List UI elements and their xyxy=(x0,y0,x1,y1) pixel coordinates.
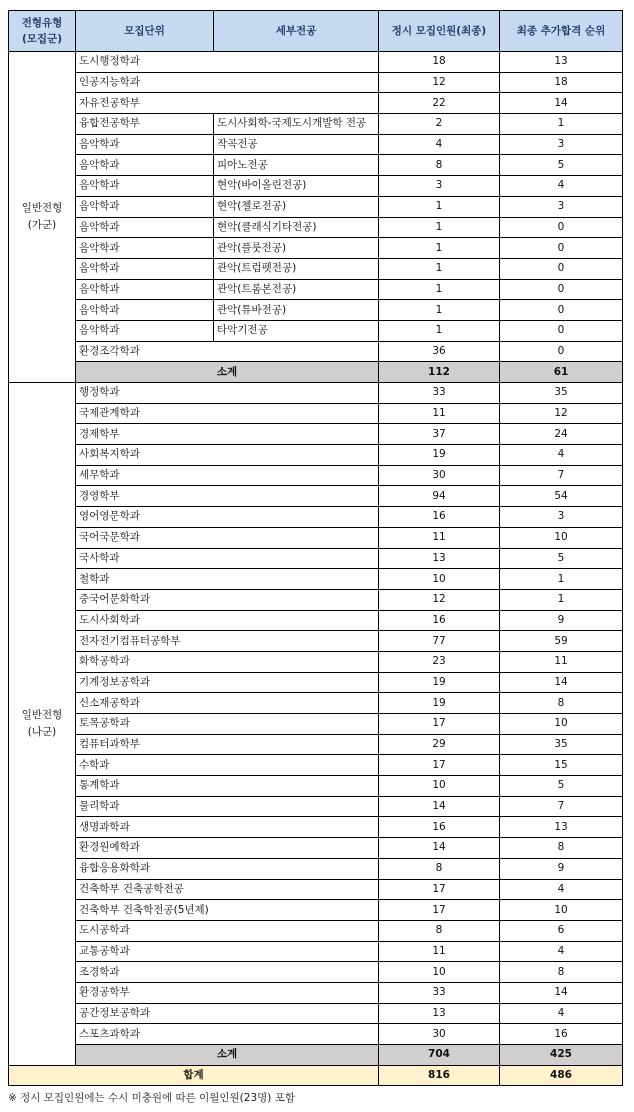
admission-type-cell xyxy=(9,383,76,1066)
recruitment-unit-cell: 인공지능학과 xyxy=(76,72,379,93)
table-row xyxy=(9,279,623,300)
final-rank-cell: 6 xyxy=(500,920,623,941)
final-rank-cell: 24 xyxy=(500,424,623,445)
regular-quota-cell: 1 xyxy=(379,320,500,341)
recruitment-unit-cell: 환경조각학과 xyxy=(76,341,379,362)
recruitment-unit-cell: 도시사회학과 xyxy=(76,610,379,631)
final-rank-cell: 4 xyxy=(500,1003,623,1024)
regular-quota-cell: 22 xyxy=(379,93,500,114)
table-row xyxy=(9,672,623,693)
table-row xyxy=(9,465,623,486)
final-rank-cell: 4 xyxy=(500,941,623,962)
recruitment-unit-cell: 영어영문학과 xyxy=(76,507,379,528)
final-rank-cell: 0 xyxy=(500,258,623,279)
table-row xyxy=(9,982,623,1003)
final-rank-cell: 4 xyxy=(500,176,623,197)
table-row xyxy=(9,693,623,714)
table-row xyxy=(9,838,623,859)
regular-quota-cell: 33 xyxy=(379,982,500,1003)
recruitment-unit-cell: 국제관계학과 xyxy=(76,403,379,424)
table-row xyxy=(9,258,623,279)
header-regular-quota: 정시 모집인원(최종) xyxy=(379,11,500,52)
final-rank-cell: 3 xyxy=(500,507,623,528)
table-row xyxy=(9,196,623,217)
table-row xyxy=(9,589,623,610)
table-row xyxy=(9,424,623,445)
detailed-major-cell: 관악(트롬본전공) xyxy=(214,279,379,300)
regular-quota-cell: 94 xyxy=(379,486,500,507)
regular-quota-cell: 8 xyxy=(379,155,500,176)
recruitment-unit-cell: 건축학부 건축학전공(5년제) xyxy=(76,900,379,921)
regular-quota-cell: 14 xyxy=(379,838,500,859)
final-rank-cell: 12 xyxy=(500,403,623,424)
subtotal-rank: 61 xyxy=(500,362,623,383)
final-rank-cell: 35 xyxy=(500,383,623,404)
regular-quota-cell: 1 xyxy=(379,279,500,300)
table-row xyxy=(9,858,623,879)
final-rank-cell: 13 xyxy=(500,817,623,838)
table-row xyxy=(9,817,623,838)
final-rank-cell: 15 xyxy=(500,755,623,776)
final-rank-cell: 8 xyxy=(500,693,623,714)
final-rank-cell: 5 xyxy=(500,155,623,176)
recruitment-unit-cell: 도시행정학과 xyxy=(76,52,379,73)
grand-total-label: 합계 xyxy=(9,1065,379,1086)
final-rank-cell: 54 xyxy=(500,486,623,507)
detailed-major-cell: 현악(클래식기타전공) xyxy=(214,217,379,238)
regular-quota-cell: 11 xyxy=(379,403,500,424)
regular-quota-cell: 8 xyxy=(379,858,500,879)
final-rank-cell: 18 xyxy=(500,72,623,93)
regular-quota-cell: 8 xyxy=(379,920,500,941)
header-recruitment-unit: 모집단위 xyxy=(76,11,214,52)
regular-quota-cell: 17 xyxy=(379,714,500,735)
regular-quota-cell: 12 xyxy=(379,589,500,610)
detailed-major-cell: 피아노전공 xyxy=(214,155,379,176)
admission-group-label: (가군) xyxy=(27,219,57,231)
table-row xyxy=(9,320,623,341)
regular-quota-cell: 19 xyxy=(379,672,500,693)
subtotal-label: 소계 xyxy=(76,1045,379,1066)
regular-quota-cell: 30 xyxy=(379,465,500,486)
table-row xyxy=(9,900,623,921)
table-row xyxy=(9,72,623,93)
regular-quota-cell: 13 xyxy=(379,1003,500,1024)
table-header-row xyxy=(9,11,623,52)
table-row xyxy=(9,403,623,424)
regular-quota-cell: 1 xyxy=(379,196,500,217)
regular-quota-cell: 16 xyxy=(379,817,500,838)
final-rank-cell: 3 xyxy=(500,134,623,155)
final-rank-cell: 11 xyxy=(500,651,623,672)
recruitment-unit-cell: 음악학과 xyxy=(76,279,214,300)
recruitment-unit-cell: 건축학부 건축공학전공 xyxy=(76,879,379,900)
final-rank-cell: 14 xyxy=(500,982,623,1003)
final-rank-cell: 5 xyxy=(500,548,623,569)
table-row xyxy=(9,879,623,900)
final-rank-cell: 5 xyxy=(500,776,623,797)
recruitment-unit-cell: 음악학과 xyxy=(76,258,214,279)
final-rank-cell: 16 xyxy=(500,1024,623,1045)
table-row xyxy=(9,569,623,590)
regular-quota-cell: 10 xyxy=(379,962,500,983)
recruitment-unit-cell: 융합전공학부 xyxy=(76,114,214,135)
final-rank-cell: 9 xyxy=(500,858,623,879)
table-row xyxy=(9,527,623,548)
regular-quota-cell: 3 xyxy=(379,176,500,197)
recruitment-unit-cell: 컴퓨터과학부 xyxy=(76,734,379,755)
regular-quota-cell: 23 xyxy=(379,651,500,672)
header-admission-type-line2: (모집군) xyxy=(21,33,63,45)
final-rank-cell: 8 xyxy=(500,838,623,859)
recruitment-unit-cell: 교통공학과 xyxy=(76,941,379,962)
detailed-major-cell: 현악(바이올린전공) xyxy=(214,176,379,197)
regular-quota-cell: 17 xyxy=(379,900,500,921)
recruitment-unit-cell: 음악학과 xyxy=(76,300,214,321)
table-row xyxy=(9,383,623,404)
final-rank-cell: 14 xyxy=(500,93,623,114)
recruitment-unit-cell: 음악학과 xyxy=(76,176,214,197)
recruitment-unit-cell: 생명과학과 xyxy=(76,817,379,838)
final-rank-cell: 0 xyxy=(500,238,623,259)
detailed-major-cell: 도시사회학-국제도시개발학 전공 xyxy=(214,114,379,135)
final-rank-cell: 10 xyxy=(500,900,623,921)
regular-quota-cell: 4 xyxy=(379,134,500,155)
final-rank-cell: 0 xyxy=(500,279,623,300)
final-rank-cell: 7 xyxy=(500,796,623,817)
table-row xyxy=(9,920,623,941)
admission-type-label: 일반전형 xyxy=(21,202,63,214)
final-rank-cell: 1 xyxy=(500,569,623,590)
table-row xyxy=(9,776,623,797)
final-rank-cell: 59 xyxy=(500,631,623,652)
table-row xyxy=(9,238,623,259)
recruitment-unit-cell: 수학과 xyxy=(76,755,379,776)
recruitment-unit-cell: 융합응용화학과 xyxy=(76,858,379,879)
regular-quota-cell: 11 xyxy=(379,941,500,962)
table-row xyxy=(9,507,623,528)
table-row xyxy=(9,755,623,776)
recruitment-unit-cell: 공간정보공학과 xyxy=(76,1003,379,1024)
final-rank-cell: 0 xyxy=(500,341,623,362)
final-rank-cell: 4 xyxy=(500,445,623,466)
table-row xyxy=(9,631,623,652)
recruitment-unit-cell: 철학과 xyxy=(76,569,379,590)
detailed-major-cell: 타악기전공 xyxy=(214,320,379,341)
regular-quota-cell: 1 xyxy=(379,258,500,279)
regular-quota-cell: 1 xyxy=(379,300,500,321)
recruitment-unit-cell: 전자전기컴퓨터공학부 xyxy=(76,631,379,652)
recruitment-unit-cell: 도시공학과 xyxy=(76,920,379,941)
recruitment-unit-cell: 음악학과 xyxy=(76,217,214,238)
recruitment-unit-cell: 음악학과 xyxy=(76,238,214,259)
footnote: ※ 정시 모집인원에는 수시 미충원에 따른 이월인원(23명) 포함 xyxy=(8,1092,296,1104)
subtotal-quota: 112 xyxy=(379,362,500,383)
recruitment-unit-cell: 경영학부 xyxy=(76,486,379,507)
recruitment-unit-cell: 물리학과 xyxy=(76,796,379,817)
regular-quota-cell: 2 xyxy=(379,114,500,135)
regular-quota-cell: 1 xyxy=(379,238,500,259)
recruitment-unit-cell: 세무학과 xyxy=(76,465,379,486)
table-row xyxy=(9,300,623,321)
table-row xyxy=(9,714,623,735)
regular-quota-cell: 30 xyxy=(379,1024,500,1045)
recruitment-unit-cell: 국사학과 xyxy=(76,548,379,569)
table-row xyxy=(9,651,623,672)
recruitment-unit-cell: 음악학과 xyxy=(76,134,214,155)
detailed-major-cell: 현악(첼로전공) xyxy=(214,196,379,217)
final-rank-cell: 35 xyxy=(500,734,623,755)
regular-quota-cell: 29 xyxy=(379,734,500,755)
admission-results-table xyxy=(8,10,623,1086)
recruitment-unit-cell: 통계학과 xyxy=(76,776,379,797)
regular-quota-cell: 19 xyxy=(379,445,500,466)
table-row xyxy=(9,548,623,569)
table-row xyxy=(9,1024,623,1045)
regular-quota-cell: 37 xyxy=(379,424,500,445)
final-rank-cell: 7 xyxy=(500,465,623,486)
table-body xyxy=(9,52,623,1086)
final-rank-cell: 4 xyxy=(500,879,623,900)
regular-quota-cell: 12 xyxy=(379,72,500,93)
recruitment-unit-cell: 자유전공학부 xyxy=(76,93,379,114)
recruitment-unit-cell: 기계정보공학과 xyxy=(76,672,379,693)
final-rank-cell: 1 xyxy=(500,114,623,135)
final-rank-cell: 13 xyxy=(500,52,623,73)
table-row xyxy=(9,114,623,135)
grand-total-row xyxy=(9,1065,623,1086)
admission-type-label: 일반전형 xyxy=(21,708,63,721)
recruitment-unit-cell: 경제학부 xyxy=(76,424,379,445)
recruitment-unit-cell: 중국어문화학과 xyxy=(76,589,379,610)
final-rank-cell: 10 xyxy=(500,714,623,735)
recruitment-unit-cell: 화학공학과 xyxy=(76,651,379,672)
recruitment-unit-cell: 사회복지학과 xyxy=(76,445,379,466)
recruitment-unit-cell: 환경공학부 xyxy=(76,982,379,1003)
regular-quota-cell: 77 xyxy=(379,631,500,652)
detailed-major-cell: 관악(튜바전공) xyxy=(214,300,379,321)
detailed-major-cell: 작곡전공 xyxy=(214,134,379,155)
subtotal-rank: 425 xyxy=(500,1045,623,1066)
table-row xyxy=(9,610,623,631)
regular-quota-cell: 17 xyxy=(379,879,500,900)
final-rank-cell: 3 xyxy=(500,196,623,217)
table-row xyxy=(9,962,623,983)
admission-group-label: (나군) xyxy=(27,725,57,738)
table-row xyxy=(9,93,623,114)
subtotal-row xyxy=(9,362,623,383)
header-admission-type-line1: 전형유형 xyxy=(21,17,63,29)
final-rank-cell: 0 xyxy=(500,320,623,341)
recruitment-unit-cell: 국어국문학과 xyxy=(76,527,379,548)
table-row xyxy=(9,155,623,176)
regular-quota-cell: 13 xyxy=(379,548,500,569)
final-rank-cell: 1 xyxy=(500,589,623,610)
recruitment-unit-cell: 토목공학과 xyxy=(76,714,379,735)
regular-quota-cell: 11 xyxy=(379,527,500,548)
regular-quota-cell: 10 xyxy=(379,569,500,590)
header-admission-type xyxy=(9,11,76,52)
regular-quota-cell: 36 xyxy=(379,341,500,362)
recruitment-unit-cell: 신소재공학과 xyxy=(76,693,379,714)
table-row xyxy=(9,1003,623,1024)
table-row xyxy=(9,486,623,507)
grand-total-rank: 486 xyxy=(500,1065,623,1086)
recruitment-unit-cell: 음악학과 xyxy=(76,196,214,217)
final-rank-cell: 9 xyxy=(500,610,623,631)
table-row xyxy=(9,52,623,73)
recruitment-unit-cell: 조경학과 xyxy=(76,962,379,983)
final-rank-cell: 8 xyxy=(500,962,623,983)
header-final-additional-rank: 최종 추가합격 순위 xyxy=(500,11,623,52)
detailed-major-cell: 관악(플룻전공) xyxy=(214,238,379,259)
regular-quota-cell: 19 xyxy=(379,693,500,714)
final-rank-cell: 10 xyxy=(500,527,623,548)
admission-type-cell xyxy=(9,52,76,383)
recruitment-unit-cell: 환경원예학과 xyxy=(76,838,379,859)
regular-quota-cell: 18 xyxy=(379,52,500,73)
subtotal-label: 소계 xyxy=(76,362,379,383)
recruitment-unit-cell: 음악학과 xyxy=(76,155,214,176)
header-detailed-major: 세부전공 xyxy=(214,11,379,52)
detailed-major-cell: 관악(트럼펫전공) xyxy=(214,258,379,279)
regular-quota-cell: 10 xyxy=(379,776,500,797)
grand-total-quota: 816 xyxy=(379,1065,500,1086)
regular-quota-cell: 16 xyxy=(379,507,500,528)
subtotal-quota: 704 xyxy=(379,1045,500,1066)
recruitment-unit-cell: 행정학과 xyxy=(76,383,379,404)
recruitment-unit-cell: 스포츠과학과 xyxy=(76,1024,379,1045)
table-row xyxy=(9,941,623,962)
table-row xyxy=(9,217,623,238)
regular-quota-cell: 17 xyxy=(379,755,500,776)
table-row xyxy=(9,341,623,362)
regular-quota-cell: 33 xyxy=(379,383,500,404)
table-row xyxy=(9,134,623,155)
regular-quota-cell: 16 xyxy=(379,610,500,631)
regular-quota-cell: 1 xyxy=(379,217,500,238)
final-rank-cell: 14 xyxy=(500,672,623,693)
regular-quota-cell: 14 xyxy=(379,796,500,817)
table-row xyxy=(9,176,623,197)
table-row xyxy=(9,796,623,817)
final-rank-cell: 0 xyxy=(500,217,623,238)
table-row xyxy=(9,734,623,755)
subtotal-row xyxy=(9,1045,623,1066)
table-row xyxy=(9,445,623,466)
recruitment-unit-cell: 음악학과 xyxy=(76,320,214,341)
final-rank-cell: 0 xyxy=(500,300,623,321)
